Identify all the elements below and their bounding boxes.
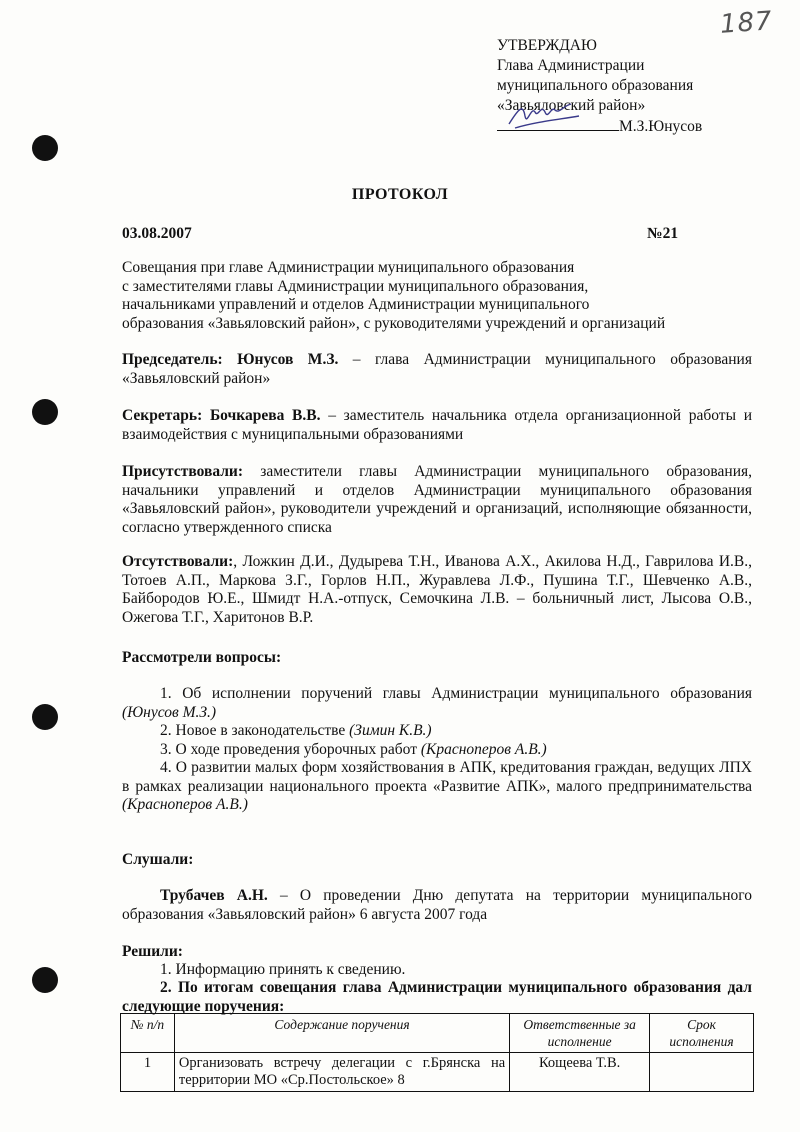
subject-line: образования «Завьяловский район», с руководителями учреждений и организаций	[122, 314, 666, 332]
agenda-item	[122, 741, 752, 760]
chairman-label: Председатель: Юнусов М.З.	[122, 351, 339, 368]
heard-speaker: Трубачев А.Н.	[160, 887, 268, 904]
approval-block	[497, 36, 702, 137]
header-content: Содержание поручения	[174, 1014, 509, 1053]
row-responsible: Кощеева Т.В.	[510, 1053, 650, 1092]
agenda-item-text: 4. О развитии малых форм хозяйствования в АПК, кредитования граждан, ведущих ЛПХ в рамках реализации национального проекта «Развитие АПК», малого предпринимательства	[122, 759, 752, 795]
agenda-item-speaker: (Зимин К.В.)	[349, 722, 432, 739]
punch-hole	[32, 704, 58, 730]
approval-signer: М.З.Юнусов	[619, 118, 703, 135]
signature-field	[497, 116, 619, 131]
date-number-line	[122, 225, 682, 243]
present-text: заместители главы Администрации муниципального образования, начальники управлений и отделов Администрации муниципального образования «Завьяловский район», руководители учреждений и организаций, исполняющие обязанности, согласно утвержденного списка	[122, 463, 752, 536]
agenda-item-speaker: (Юнусов М.З.)	[122, 703, 217, 721]
agenda-item-text: 2. Новое в законодательстве	[160, 722, 350, 739]
header-responsible: Ответственные за исполнение	[510, 1014, 650, 1053]
agenda-heading: Рассмотрели вопросы:	[122, 649, 282, 666]
heard-text: – О проведении Дню депутата на территории муниципального образования «Завьяловский район» 6 августа 2007 года	[122, 887, 752, 923]
agenda-item-speaker: (Красноперов А.В.)	[420, 740, 547, 758]
approval-signature-line	[497, 116, 702, 137]
protocol-number: №21	[647, 225, 679, 242]
agenda-item	[122, 759, 752, 815]
absent-label: Отсутствовали:	[122, 553, 234, 570]
row-content: Организовать встречу делегации с г.Брянска на территории МО «Ср.Постольское» 8	[174, 1053, 509, 1092]
table-header-row	[121, 1014, 754, 1053]
row-num: 1	[121, 1053, 175, 1092]
heard-heading: Слушали:	[122, 851, 194, 868]
header-deadline: Срок исполнения	[650, 1014, 754, 1053]
row-deadline	[650, 1053, 754, 1092]
chairman-paragraph	[122, 351, 752, 388]
approval-position: Глава Администрации	[497, 57, 645, 74]
absent-paragraph	[122, 553, 752, 627]
agenda-item	[122, 685, 752, 722]
header-num: № п/п	[121, 1014, 175, 1053]
approval-heading: УТВЕРЖДАЮ	[497, 37, 597, 54]
secretary-paragraph	[122, 407, 752, 444]
decided-heading: Решили:	[122, 943, 183, 960]
punch-hole	[32, 135, 58, 161]
agenda-item	[122, 722, 752, 741]
handwritten-page-number: 187	[719, 6, 774, 40]
meeting-subject	[122, 259, 752, 333]
present-label: Присутствовали:	[122, 463, 244, 480]
chairman-text: – глава Администрации муниципального образования «Завьяловский район»	[122, 351, 752, 387]
assignments-table	[120, 1013, 754, 1092]
agenda-list	[122, 685, 752, 815]
decision-item: 1. Информацию принять к сведению.	[160, 961, 406, 978]
agenda-item-text: 1. Об исполнении поручений главы Администрации муниципального образования	[160, 685, 752, 702]
punch-hole	[32, 399, 58, 425]
table-row	[121, 1053, 754, 1092]
present-paragraph	[122, 463, 752, 537]
approval-district: «Завьяловский район»	[497, 97, 646, 114]
secretary-label: Секретарь: Бочкарева В.В.	[122, 407, 321, 424]
subject-line: Совещания при главе Администрации муниципального образования	[122, 259, 575, 276]
secretary-text: – заместитель начальника отдела организационной работы и взаимодействия с муниципальными образованиями	[122, 407, 752, 443]
signature-icon	[505, 98, 585, 132]
protocol-date: 03.08.2007	[122, 225, 192, 242]
agenda-item-speaker: (Красноперов А.В.)	[122, 796, 248, 813]
document-title: ПРОТОКОЛ	[351, 186, 449, 203]
absent-text: , Ложкин Д.И., Дудырева Т.Н., Иванова А.Х., Акилова Н.Д., Гаврилова И.В., Тотоев А.П., Маркова З.Г., Горлов Н.П., Журавлева Л.Ф., Пушина Т.Г., Шевченко А.В., Байбородов Ю.Е., Шмидт Н.А.-отпуск, Семочкина Л.В. – больничный лист, Лысова О.В., Ожегова Т.Г., Харитонов В.Р.	[122, 553, 752, 626]
heard-paragraph	[122, 887, 752, 924]
subject-line: начальниками управлений и отделов Администрации муниципального	[122, 296, 590, 313]
punch-hole	[32, 967, 58, 993]
subject-line: с заместителями главы Администрации муниципального образования,	[122, 277, 589, 295]
decision-item: 2. По итогам совещания глава Администрации муниципального образования дал следующие поручения:	[122, 979, 752, 1015]
approval-organization: муниципального образования	[497, 77, 694, 94]
agenda-item-text: 3. О ходе проведения уборочных работ	[160, 740, 421, 758]
